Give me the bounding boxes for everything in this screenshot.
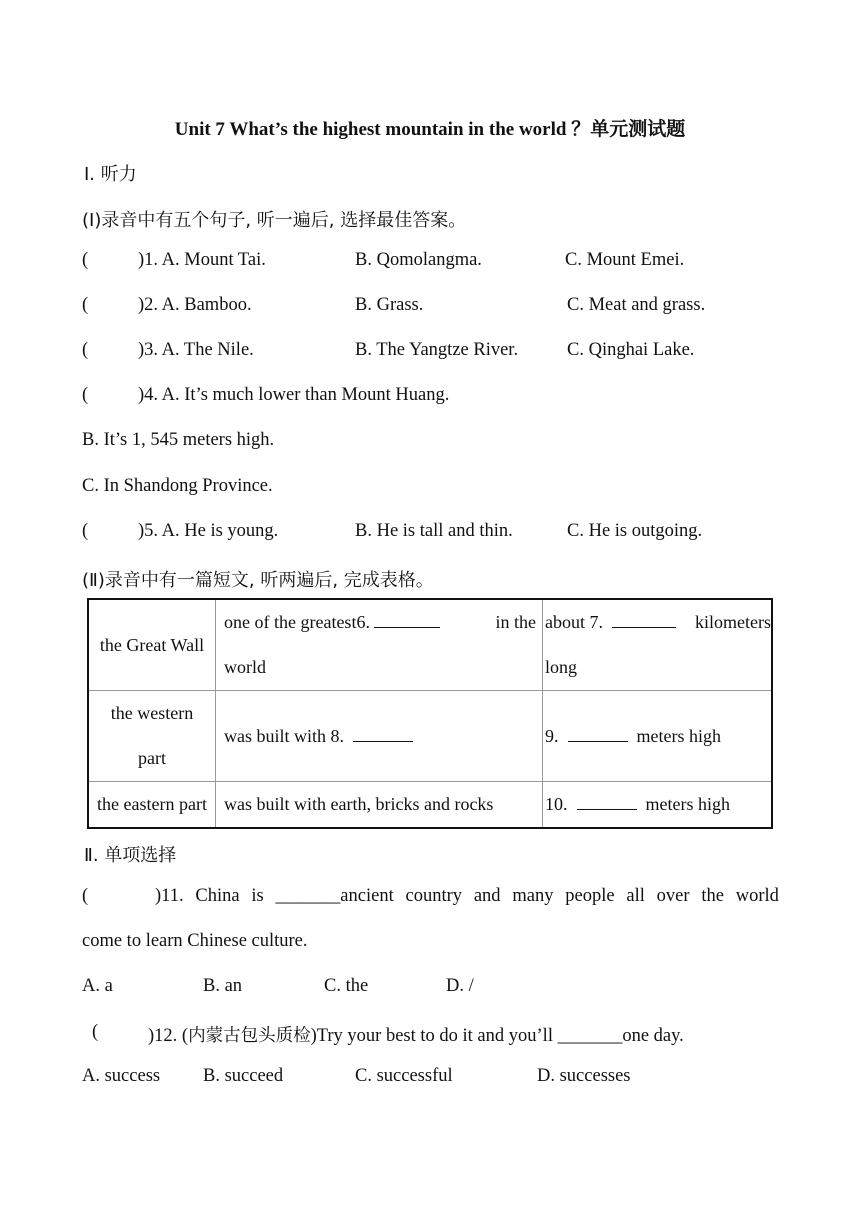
table-cell xyxy=(216,599,543,691)
q3-option-a: )3. A. The Nile. xyxy=(138,340,254,360)
answer-blank-9[interactable] xyxy=(568,727,628,742)
table-cell xyxy=(543,782,773,828)
q3-option-b: B. The Yangtze River. xyxy=(355,340,519,360)
q12-option-d: D. successes xyxy=(537,1066,631,1086)
q12-source: 内蒙古包头质检 xyxy=(188,1026,311,1046)
cell-text xyxy=(545,600,676,645)
table-cell xyxy=(543,691,773,782)
cell-text: was built with earth, bricks and rocks xyxy=(224,793,494,814)
cell-text xyxy=(224,600,440,645)
q12-stem xyxy=(148,1022,684,1047)
section-single-choice-heading: Ⅱ. 单项选择 xyxy=(84,845,177,866)
q12-paren: ( xyxy=(92,1022,99,1042)
q11-option-b: B. an xyxy=(203,976,243,996)
cell-text: world xyxy=(224,657,266,677)
cell-text: one of the greatest6. xyxy=(224,612,370,632)
table-cell xyxy=(88,782,216,828)
q3-option-c: C. Qinghai Lake. xyxy=(567,340,695,360)
stem-word: people xyxy=(565,886,615,906)
q5-option-a: )5. A. He is young. xyxy=(138,521,279,541)
q2-option-c: C. Meat and grass. xyxy=(567,295,706,315)
q2-option-a: )2. A. Bamboo. xyxy=(138,295,252,315)
section-listening-heading: Ⅰ. 听力 xyxy=(84,164,137,185)
q4-option-a: )4. A. It’s much lower than Mount Huang. xyxy=(138,385,450,405)
cell-text: long xyxy=(545,657,578,677)
stem-word: and xyxy=(473,886,501,906)
answer-blank-10[interactable] xyxy=(577,795,637,810)
q12-option-c: C. successful xyxy=(355,1066,453,1086)
stem-word: the xyxy=(701,886,724,906)
table-cell xyxy=(543,599,773,691)
page-title xyxy=(0,114,860,141)
q5-option-c: C. He is outgoing. xyxy=(567,521,703,541)
stem-word: )11. xyxy=(155,886,184,906)
table-row xyxy=(88,782,772,828)
title-english: Unit 7 What’s the highest mountain in the world xyxy=(174,119,572,140)
table-row xyxy=(88,599,772,691)
cell-text: was built with 8. xyxy=(224,725,344,746)
cell-line xyxy=(545,600,771,645)
table-cell xyxy=(216,691,543,782)
table-cell xyxy=(88,691,216,782)
cell-text: the eastern part xyxy=(97,793,207,814)
q11-option-a: A. a xyxy=(82,976,113,996)
cell-text: 10. xyxy=(545,793,568,814)
cell-text: the western xyxy=(110,703,194,723)
q4-option-c: C. In Shandong Province. xyxy=(82,476,273,496)
table-row xyxy=(88,691,772,782)
q12-option-b: B. succeed xyxy=(203,1066,284,1086)
q5-option-b: B. He is tall and thin. xyxy=(355,521,513,541)
cell-text: meters high xyxy=(636,725,721,746)
answer-blank-7[interactable] xyxy=(612,613,676,628)
table-cell xyxy=(216,782,543,828)
answer-blank-6[interactable] xyxy=(374,613,440,628)
q1-paren: ( xyxy=(82,250,89,270)
q1-option-a: )1. A. Mount Tai. xyxy=(138,250,266,270)
stem-number: )12. ( xyxy=(148,1026,189,1046)
q1-option-c: C. Mount Emei. xyxy=(565,250,685,270)
cell-text: the Great Wall xyxy=(99,634,205,655)
table-cell xyxy=(88,599,216,691)
q12-option-a: A. success xyxy=(82,1066,161,1086)
q11-option-d: D. / xyxy=(446,976,474,996)
listening-table xyxy=(87,598,773,829)
stem-word: is xyxy=(251,886,264,906)
q2-option-b: B. Grass. xyxy=(355,295,424,315)
cell-text: part xyxy=(138,748,166,768)
stem-word: many xyxy=(512,886,554,906)
q11-option-c: C. the xyxy=(324,976,369,996)
cell-text: meters high xyxy=(645,793,730,814)
q5-paren: ( xyxy=(82,521,89,541)
q11-stem-continued: come to learn Chinese culture. xyxy=(82,931,308,951)
q11-stem xyxy=(155,886,779,907)
answer-blank-8[interactable] xyxy=(353,727,413,742)
cell-text: kilometers xyxy=(695,612,771,632)
cell-line xyxy=(224,600,542,645)
q3-paren: ( xyxy=(82,340,89,360)
stem-word: country xyxy=(405,886,463,906)
title-chinese: ？单元测试题 xyxy=(571,118,686,140)
part2-instruction: (Ⅱ)录音中有一篇短文, 听两遍后, 完成表格。 xyxy=(82,570,434,591)
q11-paren: ( xyxy=(82,886,89,906)
stem-word: all xyxy=(626,886,645,906)
cell-text: 9. xyxy=(545,725,559,746)
q2-paren: ( xyxy=(82,295,89,315)
stem-word: over xyxy=(656,886,690,906)
part1-instruction: (Ⅰ)录音中有五个句子, 听一遍后, 选择最佳答案。 xyxy=(82,210,467,231)
q4-paren: ( xyxy=(82,385,89,405)
q4-option-b: B. It’s 1, 545 meters high. xyxy=(82,430,275,450)
cell-text: in the xyxy=(495,612,536,632)
stem-text: )Try your best to do it and you’ll _______one day. xyxy=(310,1026,684,1046)
stem-word: China xyxy=(195,886,240,906)
q1-option-b: B. Qomolangma. xyxy=(355,250,482,270)
stem-word: world xyxy=(735,886,779,906)
stem-word: _______ancient xyxy=(275,886,394,906)
cell-text: about 7. xyxy=(545,612,603,632)
